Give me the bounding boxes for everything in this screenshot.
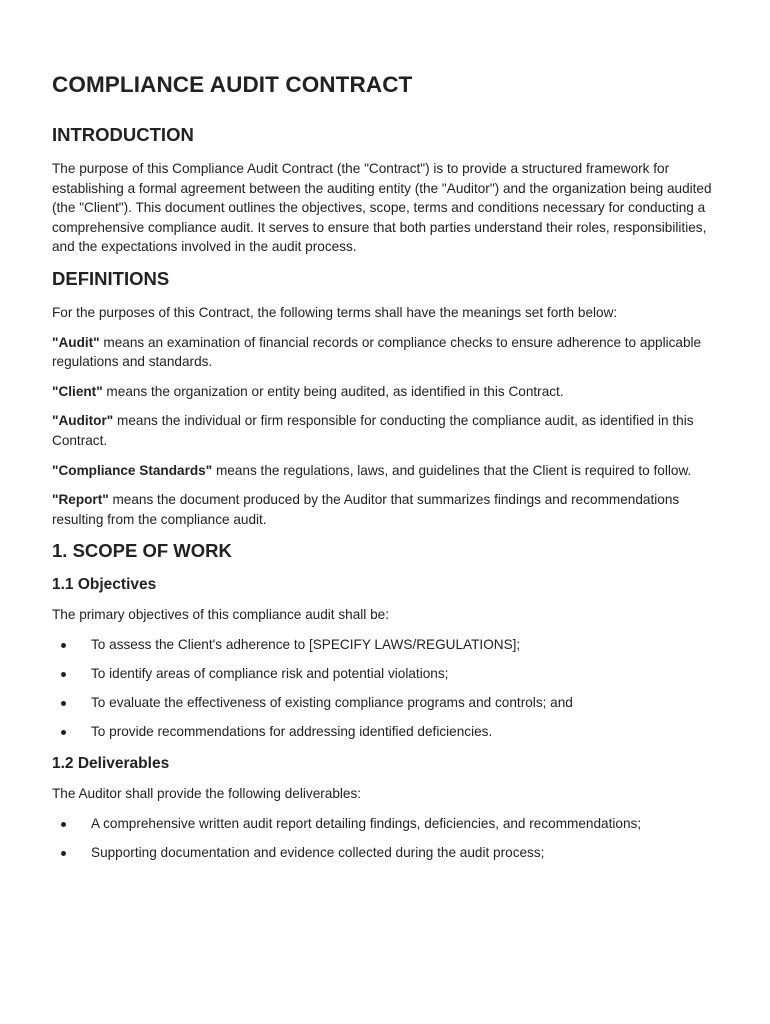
definition-auditor: [52, 411, 720, 450]
deliverables-intro: The Auditor shall provide the following deliverables:: [52, 786, 362, 802]
section-heading-definitions: DEFINITIONS: [52, 267, 170, 289]
deliverables-list: [52, 814, 720, 863]
objectives-list: [52, 635, 720, 742]
list-item: [52, 814, 720, 834]
list-item-text: Supporting documentation and evidence collected during the audit process;: [91, 844, 545, 860]
definition-audit: [52, 333, 720, 372]
definition-client: [52, 382, 720, 402]
definition-text: means the regulations, laws, and guidelines that the Client is required to follow.: [212, 462, 692, 478]
definition-term: "Audit": [52, 334, 100, 350]
list-item-text: A comprehensive written audit report detailing findings, deficiencies, and recommendations;: [91, 815, 642, 831]
bullet-icon: [61, 672, 66, 677]
list-item: [52, 693, 720, 713]
section-heading-scope-of-work: 1. SCOPE OF WORK: [52, 540, 232, 562]
list-item: [52, 843, 720, 863]
document-title: COMPLIANCE AUDIT CONTRACT: [52, 72, 413, 97]
definition-compliance-standards: [52, 461, 720, 481]
list-item-text: To evaluate the effectiveness of existing compliance programs and controls; and: [91, 695, 573, 711]
subsection-heading-objectives: 1.1 Objectives: [52, 576, 157, 594]
bullet-icon: [61, 730, 66, 735]
subsection-heading-deliverables: 1.2 Deliverables: [52, 755, 170, 773]
bullet-icon: [61, 643, 66, 648]
definition-text: means the document produced by the Auditor that summarizes findings and recommendations resulting from the compliance audit.: [52, 492, 680, 527]
definition-term: "Client": [52, 383, 103, 399]
introduction-paragraph: The purpose of this Compliance Audit Contract (the "Contract") is to provide a structured framework for establishing a formal agreement between the auditing entity (the "Auditor") and the organization being audited (the "Client"). This document outlines the objectives, scope, terms and conditions necessary for conducting a comprehensive compliance audit. It serves to ensure that both parties understand their roles, responsibilities, and the expectations involved in the audit process.: [52, 161, 712, 255]
list-item: [52, 635, 720, 655]
bullet-icon: [61, 851, 66, 856]
definition-term: "Auditor": [52, 413, 114, 429]
definition-text: means the individual or firm responsible for conducting the compliance audit, as identified in this Contract.: [52, 413, 694, 448]
bullet-icon: [61, 822, 66, 827]
list-item-text: To identify areas of compliance risk and potential violations;: [91, 666, 449, 682]
definition-term: "Compliance Standards": [52, 462, 213, 478]
list-item: [52, 722, 720, 742]
definition-term: "Report": [52, 492, 109, 508]
definition-text: means an examination of financial records or compliance checks to ensure adherence to applicable regulations and standards.: [52, 334, 702, 370]
definition-report: [52, 490, 720, 529]
objectives-intro: The primary objectives of this compliance audit shall be:: [52, 607, 389, 623]
list-item: [52, 664, 720, 684]
bullet-icon: [61, 701, 66, 706]
definition-text: means the organization or entity being audited, as identified in this Contract.: [102, 383, 564, 399]
list-item-text: To provide recommendations for addressing identified deficiencies.: [91, 724, 493, 740]
section-heading-introduction: INTRODUCTION: [52, 124, 194, 145]
list-item-text: To assess the Client's adherence to [SPECIFY LAWS/REGULATIONS];: [91, 636, 521, 652]
definitions-intro: For the purposes of this Contract, the following terms shall have the meanings set forth below:: [52, 304, 618, 320]
